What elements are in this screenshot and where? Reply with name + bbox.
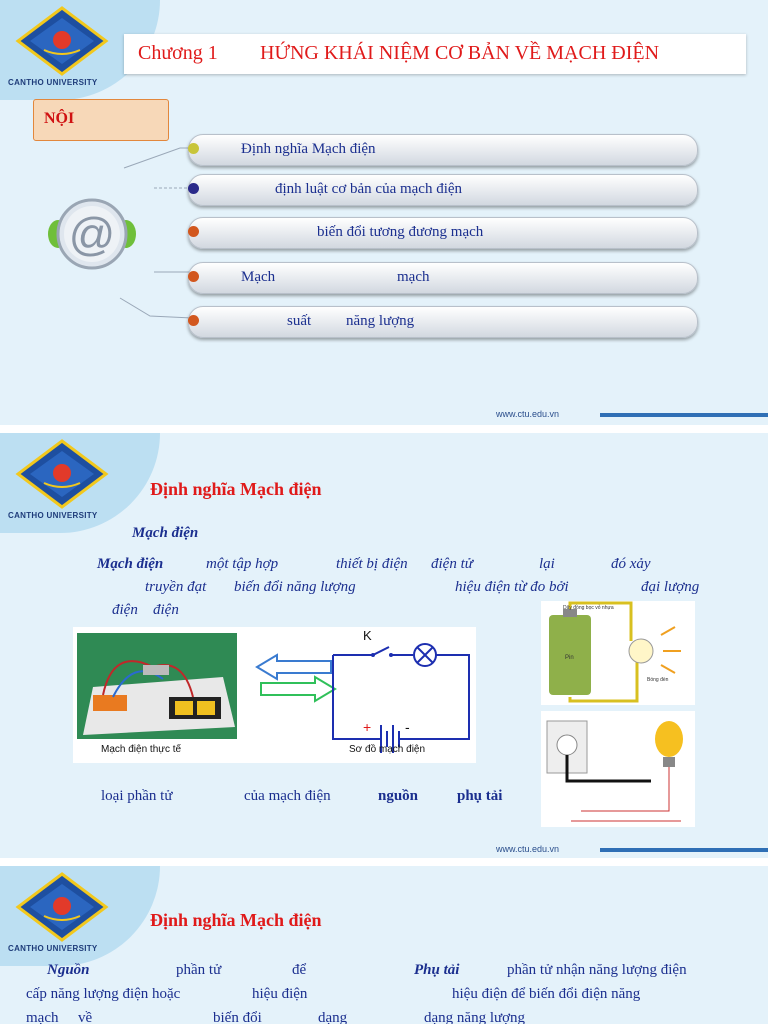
svg-text:@: @	[68, 208, 116, 260]
text-fragment: điện tử	[431, 556, 473, 572]
text-fragment: truyền đạt	[145, 579, 207, 595]
menu-item-label-b: mạch	[397, 269, 430, 285]
battery-bulb-illustration	[541, 601, 695, 705]
text-fragment: thiết bị điện	[336, 556, 408, 572]
text-fragment: Phụ tải	[414, 962, 460, 978]
socket-bulb-illustration	[541, 711, 695, 827]
slide-1	[0, 0, 768, 425]
at-sign-icon	[44, 192, 140, 276]
menu-item-basic-laws[interactable]	[188, 174, 698, 206]
slide-2	[0, 433, 768, 858]
text-fragment: mạch	[26, 1010, 59, 1024]
text-fragment: điện	[112, 602, 138, 618]
text-fragment: phụ tải	[457, 788, 503, 804]
schematic-caption: Sơ đồ mạch điện	[349, 744, 426, 755]
slide-heading: Định nghĩa Mạch điện	[150, 479, 322, 499]
menu-item-definition[interactable]	[188, 134, 698, 166]
minus-sign: -	[405, 719, 410, 735]
subheading: Mạch điện	[132, 525, 199, 541]
text-fragment: hiệu điện từ đo bởi	[455, 579, 569, 595]
socket-bulb-figure	[541, 711, 695, 827]
bullet-dot-icon	[188, 271, 199, 282]
footer-url[interactable]: www.ctu.edu.vn	[496, 409, 560, 419]
chapter-label: Chương 1	[138, 42, 218, 64]
bullet-dot-icon	[188, 183, 199, 194]
slide-separator	[0, 858, 768, 866]
battery-bulb-figure	[541, 601, 695, 705]
text-fragment: một tập hợp	[206, 556, 279, 572]
contents-label: NỘI	[44, 110, 75, 127]
university-logo-icon	[14, 872, 110, 942]
slide-title-bar	[124, 34, 746, 74]
contents-box	[33, 99, 169, 141]
text-fragment: về	[78, 1010, 93, 1024]
text-fragment: biến đổi năng lượng	[234, 579, 356, 595]
battery-label: Pin	[565, 655, 574, 661]
menu-item-label: biến đổi tương đương mạch	[317, 224, 484, 240]
text-fragment: đại lượng	[641, 579, 700, 595]
menu-item-label-b: năng lượng	[346, 313, 415, 329]
text-fragment: biến đổi	[213, 1010, 262, 1024]
text-fragment: dạng	[318, 1010, 348, 1024]
text-fragment: hiệu điện để biến đổi điện năng	[452, 986, 641, 1002]
circuit-figure	[73, 627, 476, 763]
text-fragment: lại	[539, 556, 555, 572]
slide-heading: Định nghĩa Mạch điện	[150, 910, 322, 930]
footer-bar	[600, 413, 768, 417]
slide-3	[0, 866, 768, 1024]
text-fragment: Mạch điện	[97, 556, 164, 572]
logo-text: CANTHO UNIVERSITY	[8, 944, 98, 953]
text-fragment: Nguồn	[47, 962, 90, 978]
wire-label: Dây đồng bọc vỏ nhựa	[563, 605, 614, 611]
text-fragment: cấp năng lượng điện hoặc	[26, 986, 181, 1002]
menu-item-equivalent-transform[interactable]	[188, 217, 698, 249]
text-fragment: nguồn	[378, 788, 419, 804]
logo-text: CANTHO UNIVERSITY	[8, 511, 98, 520]
menu-item-circuit[interactable]	[188, 262, 698, 294]
chapter-title: HỨNG KHÁI NIỆM CƠ BẢN VỀ MẠCH ĐIỆN	[260, 42, 660, 64]
text-fragment: hiệu điện	[252, 986, 308, 1002]
switch-label: K	[363, 628, 372, 643]
bullet-dot-icon	[188, 315, 199, 326]
text-fragment: để	[292, 962, 307, 978]
text-fragment: điện	[153, 602, 179, 618]
menu-item-label: định luật cơ bản của mạch điện	[275, 181, 463, 197]
university-logo-icon	[14, 439, 110, 509]
logo-text: CANTHO UNIVERSITY	[8, 78, 98, 87]
menu-item-energy[interactable]	[188, 306, 698, 338]
text-fragment: dạng năng lượng	[424, 1010, 526, 1024]
text-fragment: phần tử	[176, 962, 222, 978]
menu-item-label-a: Mạch	[241, 269, 276, 285]
text-fragment: đó xảy	[611, 556, 651, 572]
footer-url[interactable]: www.ctu.edu.vn	[496, 844, 560, 854]
circuit-illustration	[73, 627, 476, 763]
bulb-label: Bóng đèn	[647, 677, 669, 683]
real-circuit-caption: Mạch điện thực tế	[101, 744, 182, 755]
menu-item-label: Định nghĩa Mạch điện	[241, 141, 376, 157]
footer-bar	[600, 848, 768, 852]
university-logo-icon	[14, 6, 110, 76]
menu-item-label-a: suất	[287, 313, 312, 329]
bullet-dot-icon	[188, 226, 199, 237]
text-fragment: của mạch điện	[244, 788, 331, 804]
text-fragment: phần tử nhận năng lượng điện	[507, 962, 687, 978]
text-fragment: loại phần tử	[101, 788, 173, 804]
bullet-dot-icon	[188, 143, 199, 154]
slide-separator	[0, 425, 768, 433]
plus-sign: +	[363, 719, 372, 735]
